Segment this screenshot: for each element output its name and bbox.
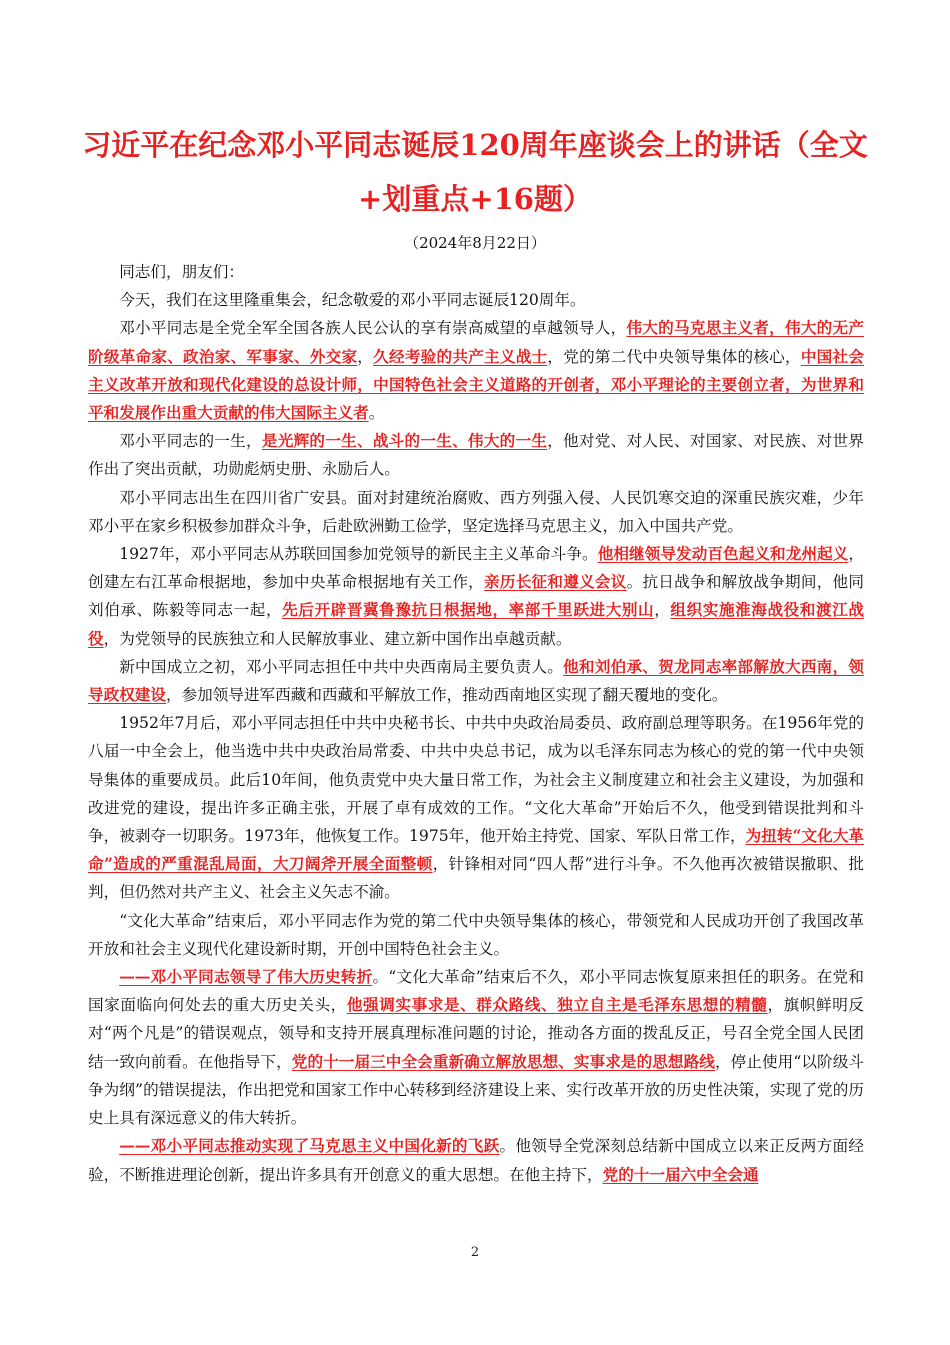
highlighted-text: 组织实施淮海战役和渡江战役 <box>88 600 864 648</box>
paragraph <box>88 709 864 906</box>
body-text: ， <box>654 601 671 620</box>
body-text: 今天，我们在这里隆重集会，纪念敬爱的邓小平同志诞辰120周年。 <box>119 291 586 310</box>
highlighted-text: 伟大的马克思主义者，伟大的无产阶级革命家、政治家、军事家、外交家 <box>88 318 864 366</box>
highlighted-text: 先后开辟晋冀鲁豫抗日根据地，率部千里跃进大别山 <box>282 600 655 620</box>
paragraph <box>88 286 864 314</box>
body-text: ，他对党、对人民、对国家、对民族、对世界作出了突出贡献，功勋彪炳史册、永励后人。 <box>88 432 864 479</box>
body-text: ，参加领导进军西藏和西藏和平解放工作，推动西南地区实现了翻天覆地的变化。 <box>165 686 728 705</box>
speech-date: （2024年8月22日） <box>404 234 546 252</box>
highlighted-text: 他强调实事求是、群众路线、独立自主是毛泽东思想的精髓 <box>346 995 768 1015</box>
body-text: 1927年，邓小平同志从苏联回国参加党领导的新民主主义革命斗争。 <box>119 545 598 564</box>
body-text: 邓小平同志是全党全军全国各族人民公认的享有崇高威望的卓越领导人， <box>119 319 627 338</box>
body-text: 邓小平同志的一生， <box>119 432 262 451</box>
document-body <box>88 258 864 1189</box>
paragraph <box>88 258 864 286</box>
document-title: 习近平在纪念邓小平同志诞辰120周年座谈会上的讲话（全文+划重点+16题） <box>82 128 868 216</box>
body-text: 。抗日战争和解放战争期间，他同刘伯承、陈毅等同志一起， <box>88 573 864 620</box>
highlighted-text: 他相继领导发动百色起义和龙州起义 <box>597 544 849 564</box>
highlighted-text: 中国社会主义改革开放和现代化建设的总设计师，中国特色社会主义道路的开创者，邓小平理论的主要创立者，为世界和平和发展作出重大贡献的伟大国际主义者 <box>88 346 864 423</box>
body-text: 新中国成立之初，邓小平同志担任中共中央西南局主要负责人。 <box>119 657 564 676</box>
paragraph <box>88 907 864 963</box>
highlighted-text: 他和刘伯承、贺龙同志率部解放大西南，领导政权建设 <box>88 656 864 705</box>
paragraph <box>88 427 864 483</box>
paragraph <box>88 484 864 540</box>
body-text: ，为党领导的民族独立和人民解放事业、建立新中国作出卓越贡献。 <box>103 629 572 648</box>
body-text: ，创建左右江革命根据地，参加中央革命根据地有关工作， <box>88 545 864 592</box>
highlighted-text: ——邓小平同志推动实现了马克思主义中国化新的飞跃 <box>119 1136 500 1156</box>
highlighted-text: 党的十一届六中全会通 <box>602 1164 759 1184</box>
paragraph <box>88 314 864 427</box>
highlighted-text: 党的十一届三中全会重新确立解放思想、实事求是的思想路线 <box>291 1051 715 1071</box>
highlighted-text: ——邓小平同志领导了伟大历史转折 <box>119 967 373 987</box>
body-text: 1952年7月后，邓小平同志担任中共中央秘书长、中共中央政治局委员、政府副总理等职务。在1956年党的八届一中全会上，他当选中共中央政治局常委、中共中央总书记，成为以毛泽东同志为核心的党的第一代中央领导集体的重要成员。此后10年间，他负责党中央大量日常工作，为社会主义制度建立和社会主义建设，为加强和改进党的建设，提出许多正确主张，开展了卓有成效的工作。“文化大革命”开始后不久，他受到错误批判和斗争，被剥夺一切职务。1973年，他恢复工作。1975年，他开始主持党、国家、军队日常工作， <box>88 714 864 846</box>
body-text: ，旗帜鲜明反对“两个凡是”的错误观点，领导和支持开展真理标准问题的讨论，推动各方面的拨乱反正，号召全党全国人民团结一致向前看。在他指导下， <box>88 996 864 1071</box>
paragraph <box>88 1132 864 1188</box>
body-text: 同志们，朋友们： <box>119 263 244 281</box>
body-text: ，停止使用“以阶级斗争为纲”的错误提法，作出把党和国家工作中心转移到经济建设上来、实行改革开放的历史性决策，实现了党的历史上具有深远意义的伟大转折。 <box>88 1052 864 1128</box>
highlighted-text: 久经考验的共产主义战士 <box>373 346 548 366</box>
body-text: 邓小平同志出生在四川省广安县。面对封建统治腐败、西方列强入侵、人民饥寒交迫的深重民族灾难，少年邓小平在家乡积极参加群众斗争，后赴欧洲勤工俭学，坚定选择马克思主义，加入中国共产党。 <box>88 488 864 535</box>
body-text: 。他领导全党深刻总结新中国成立以来正反两方面经验，不断推进理论创新，提出许多具有开创意义的重大思想。在他主持下， <box>88 1137 864 1184</box>
body-text: ，针锋相对同“四人帮”进行斗争。不久他再次被错误撤职、批判，但仍然对共产主义、社会主义矢志不渝。 <box>88 855 864 902</box>
body-text: “文化大革命”结束后，邓小平同志作为党的第二代中央领导集体的核心，带领党和人民成功开创了我国改革开放和社会主义现代化建设新时期，开创中国特色社会主义。 <box>88 911 864 958</box>
page-number: 2 <box>470 1245 480 1260</box>
body-text: ， <box>357 347 374 366</box>
highlighted-text: 是光辉的一生、战斗的一生、伟大的一生 <box>261 431 548 451</box>
paragraph <box>88 653 864 709</box>
highlighted-text: 为扭转“文化大革命”造成的严重混乱局面，大刀阔斧开展全面整顿 <box>88 826 864 874</box>
body-text: 。 <box>368 404 385 423</box>
body-text: 。“文化大革命”结束后不久，邓小平同志恢复原来担任的职务。在党和国家面临向何处去的重大历史关头， <box>88 968 864 1015</box>
paragraph <box>88 540 864 653</box>
highlighted-text: 亲历长征和遵义会议 <box>484 572 627 592</box>
paragraph <box>88 963 864 1132</box>
body-text: ，党的第二代中央领导集体的核心， <box>547 347 801 366</box>
